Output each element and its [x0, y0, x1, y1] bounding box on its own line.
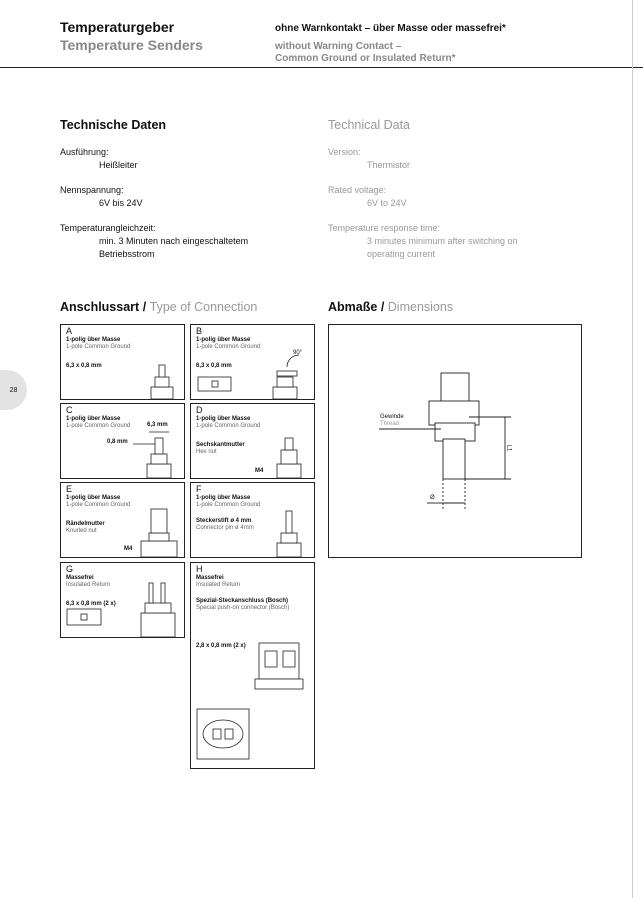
dimensions-heading — [328, 300, 453, 314]
connection-box-a — [60, 324, 185, 400]
box-d-letter: D — [196, 405, 203, 415]
box-b-en: 1-pole Common Ground — [196, 344, 261, 350]
response-value-en-2: operating current — [367, 249, 436, 259]
response-label-en: Temperature response time: — [328, 223, 441, 233]
connection-box-h — [190, 562, 315, 769]
box-a-de: 1-polig über Masse — [66, 337, 121, 343]
box-b-de: 1-polig über Masse — [196, 337, 251, 343]
connection-heading-en: Type of Connection — [149, 300, 258, 314]
dimensions-box — [328, 324, 582, 558]
thread-label-en: Thread — [380, 421, 400, 427]
box-f-pin-de: Steckerstift ø 4 mm — [196, 518, 252, 524]
box-e-nut-de: Rändelmutter — [66, 521, 105, 527]
subtitle-en — [275, 41, 456, 65]
dimensions-heading-de: Abmaße — [328, 300, 378, 314]
response-value-de-1: min. 3 Minuten nach eingeschaltetem — [99, 236, 249, 246]
box-c-de: 1-polig über Masse — [66, 416, 121, 422]
connection-box-b — [190, 324, 315, 400]
connection-box-f — [190, 482, 315, 558]
box-e-nut-en: Knurled nut — [66, 528, 97, 534]
box-d-nut-de: Sechskantmutter — [196, 442, 245, 448]
tech-block-en — [328, 147, 518, 261]
response-label-de: Temperaturangleichzeit: — [60, 223, 156, 233]
page-number: 28 — [9, 386, 18, 394]
box-b-spec: 6,3 x 0,8 mm — [196, 363, 232, 369]
connection-box-g — [60, 562, 185, 638]
subtitle-en-line2: Common Ground or Insulated Return* — [275, 53, 456, 64]
box-c-dim2: 0,8 mm — [107, 439, 128, 445]
box-h-conn-de: Spezial-Steckanschluss (Bosch) — [196, 598, 289, 604]
box-c-dim1: 6,3 mm — [147, 422, 168, 428]
diameter-label: Ø — [430, 495, 435, 501]
box-e-letter: E — [66, 484, 73, 494]
sender-h-drawing — [191, 563, 314, 768]
box-e-thread: M4 — [124, 546, 133, 552]
box-a-en: 1-pole Common Ground — [66, 344, 131, 350]
box-a-letter: A — [66, 326, 73, 336]
box-h-letter: H — [196, 564, 203, 574]
connection-heading-de: Anschlussart — [60, 300, 140, 314]
title-de: Temperaturgeber — [60, 19, 175, 35]
voltage-value-de: 6V bis 24V — [99, 198, 143, 208]
box-d-en: 1-pole Common Ground — [196, 423, 261, 429]
box-g-letter: G — [66, 564, 74, 574]
version-value-de: Heißleiter — [99, 160, 138, 170]
header-divider — [0, 67, 643, 68]
response-value-en-1: 3 minutes minimum after switching on — [367, 236, 518, 246]
tech-heading-en: Technical Data — [328, 118, 410, 132]
dimensions-heading-sep: / — [380, 300, 385, 314]
connection-box-e — [60, 482, 185, 558]
box-f-letter: F — [196, 484, 202, 494]
response-value-de-2: Betriebsstrom — [99, 249, 155, 259]
box-h-conn-en: Special push-on connector (Bosch) — [196, 605, 290, 611]
box-h-de: Massefrei — [196, 575, 224, 581]
box-h-spec: 2,8 x 0,8 mm (2 x) — [196, 643, 246, 649]
length-label: L1 — [505, 444, 512, 452]
box-c-en: 1-pole Common Ground — [66, 423, 131, 429]
subtitle-en-line1: without Warning Contact – — [275, 41, 402, 52]
box-g-spec: 6,3 x 0,8 mm (2 x) — [66, 601, 116, 607]
voltage-label-en: Rated voltage: — [328, 185, 387, 195]
box-b-angle: 90° — [293, 350, 303, 356]
voltage-value-en: 6V to 24V — [367, 198, 407, 208]
box-d-nut-en: Hex nut — [196, 449, 217, 455]
box-e-de: 1-polig über Masse — [66, 495, 121, 501]
voltage-label-de: Nennspannung: — [60, 185, 124, 195]
tech-block-de — [60, 147, 248, 261]
page-number-tab — [0, 370, 27, 410]
box-g-de: Massefrei — [66, 575, 94, 581]
connection-heading — [60, 300, 257, 314]
box-f-de: 1-polig über Masse — [196, 495, 251, 501]
subtitle-de: ohne Warnkontakt – über Masse oder massefrei* — [275, 23, 506, 34]
box-b-letter: B — [196, 326, 203, 336]
version-label-en: Version: — [328, 147, 361, 157]
box-h-en: Insulated Return — [196, 582, 241, 588]
connection-box-c — [60, 403, 185, 479]
dimensions-heading-en: Dimensions — [387, 300, 454, 314]
version-value-en: Thermistor — [367, 160, 411, 170]
tech-heading-de: Technische Daten — [60, 118, 167, 132]
connection-box-d — [190, 403, 315, 479]
title-en: Temperature Senders — [60, 37, 203, 53]
right-margin-line — [632, 0, 633, 898]
box-d-de: 1-polig über Masse — [196, 416, 251, 422]
box-d-thread: M4 — [255, 468, 264, 474]
box-e-en: 1-pole Common Ground — [66, 502, 131, 508]
box-g-en: Insulated Return — [66, 582, 111, 588]
box-f-pin-en: Connector pin ø 4mm — [196, 525, 254, 531]
version-label-de: Ausführung: — [60, 147, 109, 157]
box-c-letter: C — [66, 405, 73, 415]
thread-label-de: Gewinde — [380, 414, 404, 420]
sender-dimension-drawing — [329, 325, 581, 557]
connection-heading-sep: / — [142, 300, 147, 314]
box-f-en: 1-pole Common Ground — [196, 502, 261, 508]
box-a-spec: 6,3 x 0,8 mm — [66, 363, 102, 369]
